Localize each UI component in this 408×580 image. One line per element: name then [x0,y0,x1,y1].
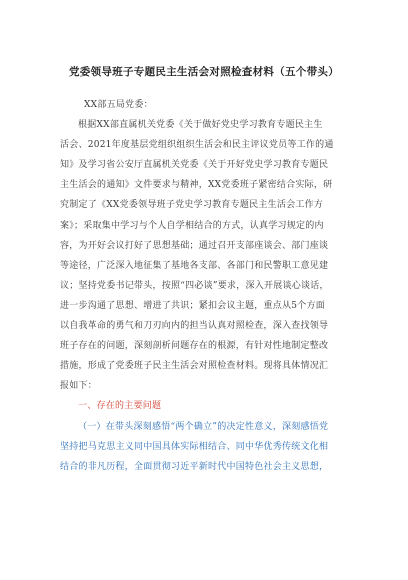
paragraph-line: 报如下： [60,381,98,392]
paragraph-line: 究制定了《XX党委领导班子党史学习教育专题民主生活会工作方 [60,200,324,211]
paragraph-line: 活会、2021年度基层党组织组织生活会和民主评议党员等工作的通 [60,140,334,151]
subsection-line: （一）在带头深刻感悟“两个确立”的决定性意义，深刻感悟党 [78,421,329,432]
subsection-line: 坚持把马克思主义同中国具体实际相结合、同中华优秀传统文化相 [60,441,329,452]
section-heading: 一、存在的主要问题 [78,401,162,412]
paragraph-line: 以自我革命的勇气和刀刃向内的担当认真对照检查，深入查找领导 [60,321,329,332]
paragraph-line: 等途径，广泛深入地征集了基地各支部、各部门和民警职工意见建 [60,260,329,271]
paragraph-line: 进一步沟通了思想、增进了共识；紧扣会议主题，重点从5个方面 [60,300,325,311]
subsection-line: 结合的非凡历程，全面贯彻习近平新时代中国特色社会主义思想， [60,461,329,472]
paragraph-line: 主生活会的通知》文件要求与精神，XX党委班子紧密结合实际，研 [60,180,333,191]
document-body [60,95,356,477]
salutation: XX部五局党委： [84,100,153,110]
paragraph-line: 措施，形成了党委班子民主生活会对照检查材料。现将具体情况汇 [60,361,329,372]
paragraph-line: 案》；采取集中学习与个人自学相结合的方式，认真学习规定的内 [60,220,324,231]
document-title: 党委领导班子专题民主生活会对照检查材料（五个带头） [69,66,339,78]
paragraph-line: 根据XX部直属机关党委《关于做好党史学习教育专题民主生 [78,120,323,131]
paragraph-line: 议；坚持党委书记带头，按照“四必谈”要求，深入开展谈心谈话， [60,280,329,291]
paragraph-line: 容，为开好会议打好了思想基础；通过召开支部座谈会、部门座谈 [60,240,329,251]
paragraph-line: 知》及学习省公安厅直属机关党委《关于开好党史学习教育专题民 [60,160,329,171]
paragraph-line: 班子存在的问题，深刻剖析问题存在的根源，有针对性地制定整改 [60,341,329,352]
